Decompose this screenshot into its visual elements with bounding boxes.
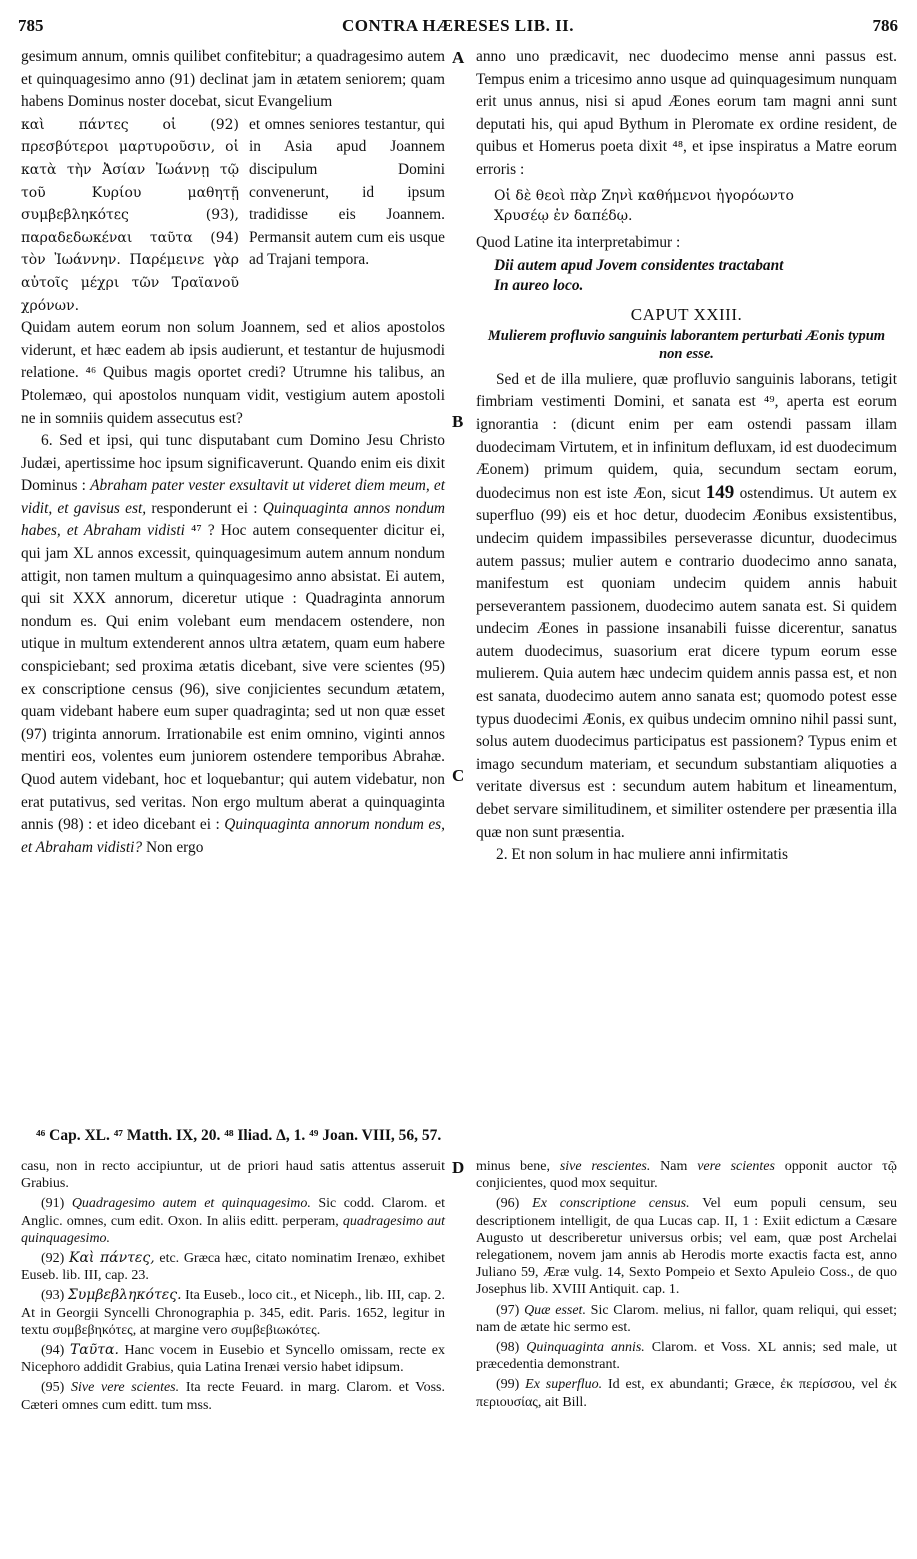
running-header	[18, 16, 898, 38]
margin-mark-a: A	[452, 48, 465, 67]
margin-mark-c: C	[452, 766, 465, 785]
verse-line: In aureo loco.	[494, 277, 584, 295]
running-title: CONTRA HÆRESES LIB. II.	[341, 16, 575, 35]
note-text: Sic Clarom. melius, ni fallor, quam reliqui, qui esset; nam de ætate hic sermo est.	[476, 1302, 897, 1335]
paragraph: Quod Latine ita interpretabimur :	[476, 233, 681, 251]
paragraph-six	[21, 430, 445, 859]
margin-mark-d: D	[452, 1158, 465, 1177]
lemma: Καὶ πάντες,	[68, 1250, 155, 1267]
paragraph: Quidam autem eorum non solum Joannem, sed et alios apostolos viderunt, et hæc eadem ab ipsis audierunt, et testantur de hujusmodi relatione. ⁴⁶ Quibus magis oportet credi? Utrumne his talibus, an Ptolemæo, qui apostolos nunquam vidit, vestigium autem apostoli ne in somniis quidem assecutus est?	[21, 319, 445, 427]
lemma: Quadragesimo autem et quinquagesimo.	[71, 1196, 311, 1212]
note-number: (92)	[41, 1251, 69, 1267]
text-run: ostendimus. Ut autem ex superfluo (99) eis et hoc detur, duodecim Æonibus exsistentibus, undecim quidem impassibiles perseverasse dicuntur, duodecimus autem passus; mulier autem e contrario duodecimo anno sanata, manifestum est quoniam undecim quidem annis habuit perseverantem passionem, duodecimo autem sanata est. Si quidem undecim Æones in passione insanabili fuisse dicerentur, sanatus autem duodecimus, suasorium erat dicere typum eorum esse mulierem. Quia autem hæc undecim quidem annis passa est, et non est sanata, duodecimo autem anno sanata est; quomodo potest esse typus duodecimi Æonis, ex quibus undecim omnino nihil passi sunt, solus autem duodecimus participatus est passionem? Typus enim et imago secundum materiam, et secundum substantiam aliquoties a veritate diversus est : secundum autem habitum et lineamentum, debet servare similitudinem, et similiter ostendere per præsentia illa quæ non sunt præsentia.	[476, 484, 897, 841]
note-number: (93)	[41, 1288, 68, 1304]
note-text: Hanc vocem in Eusebio et Syncello omissam, recte ex Nicephoro addidit Grabius, quia Latina Irenæi versio habet idipsum.	[21, 1343, 445, 1376]
text-run: responderunt ei :	[146, 499, 263, 517]
note-text: Clarom. et Voss. XL annis; sed male, ut præcedentia demonstrant.	[476, 1340, 898, 1373]
note-number: (97)	[496, 1302, 525, 1318]
verse-line: Dii autem apud Jovem considentes tractabant	[494, 257, 784, 275]
text-run: 6. Sed et ipsi, qui tunc disputabant cum Domino Jesu Christo Judæi, apertissime hoc ipsum significaverunt. Quando enim eis dixit Dominus :	[21, 432, 445, 495]
lemma: vere scientes	[697, 1159, 775, 1174]
note-text: Id est, ex abundanti; Græce, ἐκ περίσσου, vel ἐκ περιουσίας, ait Bill.	[476, 1377, 897, 1410]
verse-line: Οἱ δὲ θεοὶ πὰρ Ζηνὶ καθήμενοι ἠγορόωντο	[494, 187, 794, 204]
note-98	[476, 1339, 897, 1373]
paragraph: 2. Et non solum in hac muliere anni infirmitatis	[496, 846, 788, 864]
text-run: Sed et de illa muliere, quæ profluvio sanguinis laborans, tetigit fimbriam vestimenti Domini, et sanata est ⁴⁹, aperta est eorum ignorantia : (dicunt enim per eam ostendi passam illam duodecimam Virtutem, et in infinitum defluxam, id est duodecimum Æonem) primum quidem, quia, secundum sectam eorum, duodecimus non est iste Æon, sicut	[476, 370, 897, 502]
note-number: (98)	[496, 1340, 527, 1356]
scripture-quote: Quinquaginta annorum nondum es, et Abraham vidisti?	[21, 816, 445, 856]
main-text-left-column	[21, 46, 445, 859]
note-93	[21, 1287, 445, 1339]
note-text: Ita recte Feuard. in marg. Clarom. et Voss. Cæteri omnes cum editt. tum mss.	[21, 1380, 445, 1413]
note-text: Nam	[650, 1159, 698, 1174]
note-number: (96)	[496, 1196, 533, 1212]
verse-line: Χρυσέῳ ἐν δαπέδῳ.	[494, 207, 633, 224]
lemma: sive rescientes.	[559, 1159, 651, 1174]
note-99	[476, 1376, 897, 1410]
note-number: (99)	[496, 1377, 526, 1393]
note-text: etc. Græca hæc, citato nominatim Irenæo, exhibet Euseb. lib. III, cap. 23.	[21, 1251, 445, 1284]
chapter-heading: CAPUT XXIII.	[630, 305, 743, 325]
text-run: Non ergo	[142, 838, 204, 856]
note-number: (91)	[41, 1196, 72, 1212]
note-text: Ita Euseb., loco cit., et Niceph., lib. III, cap. 2. At in Georgii Syncelli Chronographia p. 345, edit. Paris. 1652, legitur in textu συμβεβηκότες, at margine vero συμβεβιωκότες.	[21, 1288, 445, 1338]
latin-verse	[494, 256, 897, 296]
page-number-right: 786	[872, 16, 898, 35]
text-run: ⁴⁷ ? Hoc autem consequenter dicitur ei, qui jam XL annos excessit, quinquagesimum autem annum nondum attigit, non tamen multum a quinquagesimo anno absistat. Ei autem, qui sit XXX annorum, diceretur utique : Quadraginta annorum nondum es. Qui enim volebant eum mendacem ostendere, non utique in multum extenderent annos ultra ætatem, quam eum habere conspiciebant; sed proxima ætatis dicebant, sive vere scientes (95) ex conscriptione census (96), sive conjicientes secundum ætatem, quam videbant habere eum super quadraginta; sed ut non quæ esset (97) triginta annorum. Irrationabile est enim omnino, viginti annos mentiri eos, volentes eum juniorem ostendere temporibus Abrahæ. Quod autem videbant, hoc et loquebantur; qui autem videbatur, non erat putativus, sed veritas. Non ergo multum aberat a quinquaginta annis (98) : et ideo dicebant ei :	[21, 522, 445, 834]
paragraph: anno uno prædicavit, nec duodecimo mense anni passus est. Tempus enim a tricesimo anno usque ad quinquagesimum nunquam erit unus annus, nisi si apud Æones eorum tam magni anni sunt deputati his, qui apud Bythum in Pleromate ex ordine resident, de quibus et Homerus poeta dixit ⁴⁸, et ipse inspiratus a Matre eorum erroris :	[476, 48, 897, 178]
main-text-right-column	[476, 46, 897, 867]
column-number: 149	[705, 481, 735, 503]
greek-text: καὶ πάντες οἱ (92) πρεσβύτεροι μαρτυροῦσιν, οἱ κατὰ τὴν Ἀσίαν Ἰωάννῃ τῷ τοῦ Κυρίου μαθητῇ συμβεβληκότες (93), παραδεδωκέναι ταῦτα (94) τὸν Ἰωάννην. Παρέμεινε γὰρ αὐτοῖς μέχρι τῶν Τραϊανοῦ χρόνων.	[21, 116, 239, 314]
note-91	[21, 1195, 445, 1247]
chapter-summary: Mulierem profluvio sanguinis laborantem perturbati Æonis typum non esse.	[487, 327, 886, 362]
note-text: opponit auctor τῷ conjicientes, quod mox sequitur.	[476, 1159, 898, 1192]
paragraph	[476, 369, 897, 844]
paragraph: gesimum annum, omnis quilibet confitebitur; a quadragesimo autem et quinquagesimo anno (91) declinat jam in ætatem seniorem; quam habens Dominus noster docebat, sicut Evangelium	[21, 48, 445, 111]
note-number: (94)	[41, 1343, 70, 1359]
note-97	[476, 1302, 897, 1336]
note-text: Sic codd. Clarom. et Anglic. omnes, cum edit. Oxon. In aliis editt. perperam,	[21, 1196, 445, 1229]
note	[476, 1158, 897, 1192]
note-text: minus bene,	[476, 1159, 560, 1174]
note: casu, non in recto accipiuntur, ut de priori haud satis attentus asseruit Grabius.	[21, 1159, 445, 1192]
note-96	[476, 1195, 897, 1298]
scripture-quote: Quinquaginta annos nondum habes, et Abraham vidisti	[21, 499, 446, 540]
lemma: Ταῦτα.	[69, 1342, 119, 1359]
footnote-references: ⁴⁶ Cap. XL. ⁴⁷ Matth. IX, 20. ⁴⁸ Iliad. Δ, 1. ⁴⁹ Joan. VIII, 56, 57.	[36, 1127, 442, 1144]
note-92	[21, 1250, 445, 1284]
scripture-quote: Abraham pater vester exsultavit ut videret diem meum, et vidit, et gavisus est,	[21, 477, 445, 517]
latin-text: et omnes seniores testantur, qui in Asia apud Joannem discipulum Domini convenerunt, id ipsum tradidisse eis Joannem. Permansit autem cum eis usque ad Trajani tempora.	[249, 115, 445, 269]
note-95	[21, 1379, 445, 1413]
lemma: Ex superfluo.	[525, 1377, 603, 1393]
notes-right-column	[476, 1158, 897, 1414]
margin-mark-b: B	[452, 412, 464, 431]
greek-verse	[494, 186, 897, 226]
note-94	[21, 1342, 445, 1376]
parallel-greek-latin	[21, 114, 445, 317]
lemma: Sive vere scientes.	[71, 1380, 180, 1396]
lemma: Συμβεβληκότες.	[67, 1287, 182, 1304]
lemma: Quæ esset.	[524, 1302, 586, 1318]
note-text: Vel eum populi censum, seu descriptionem intelligit, de qua Lucas cap. II, 1 : Exiit edictum a Cæsare Augusto ut describeretur universus orbis; vel eam, quæ post Archelai relegationem, novem jam annis ab Herodis morte exactis facta est, anno Juliano 59, Æræ vulg. 14, Sexto Pompeio et Sexto Apuleio Coss., de quo Josephus lib. XVIII Antiquit. cap. 1.	[476, 1196, 897, 1298]
page-number-left: 785	[18, 16, 44, 35]
notes-left-column	[21, 1158, 445, 1417]
lemma: Quinquaginta annis.	[526, 1340, 645, 1356]
lemma: Ex conscriptione census.	[532, 1196, 690, 1212]
note-number: (95)	[41, 1380, 72, 1396]
lemma: quadragesimo aut quinquagesimo.	[21, 1213, 445, 1246]
